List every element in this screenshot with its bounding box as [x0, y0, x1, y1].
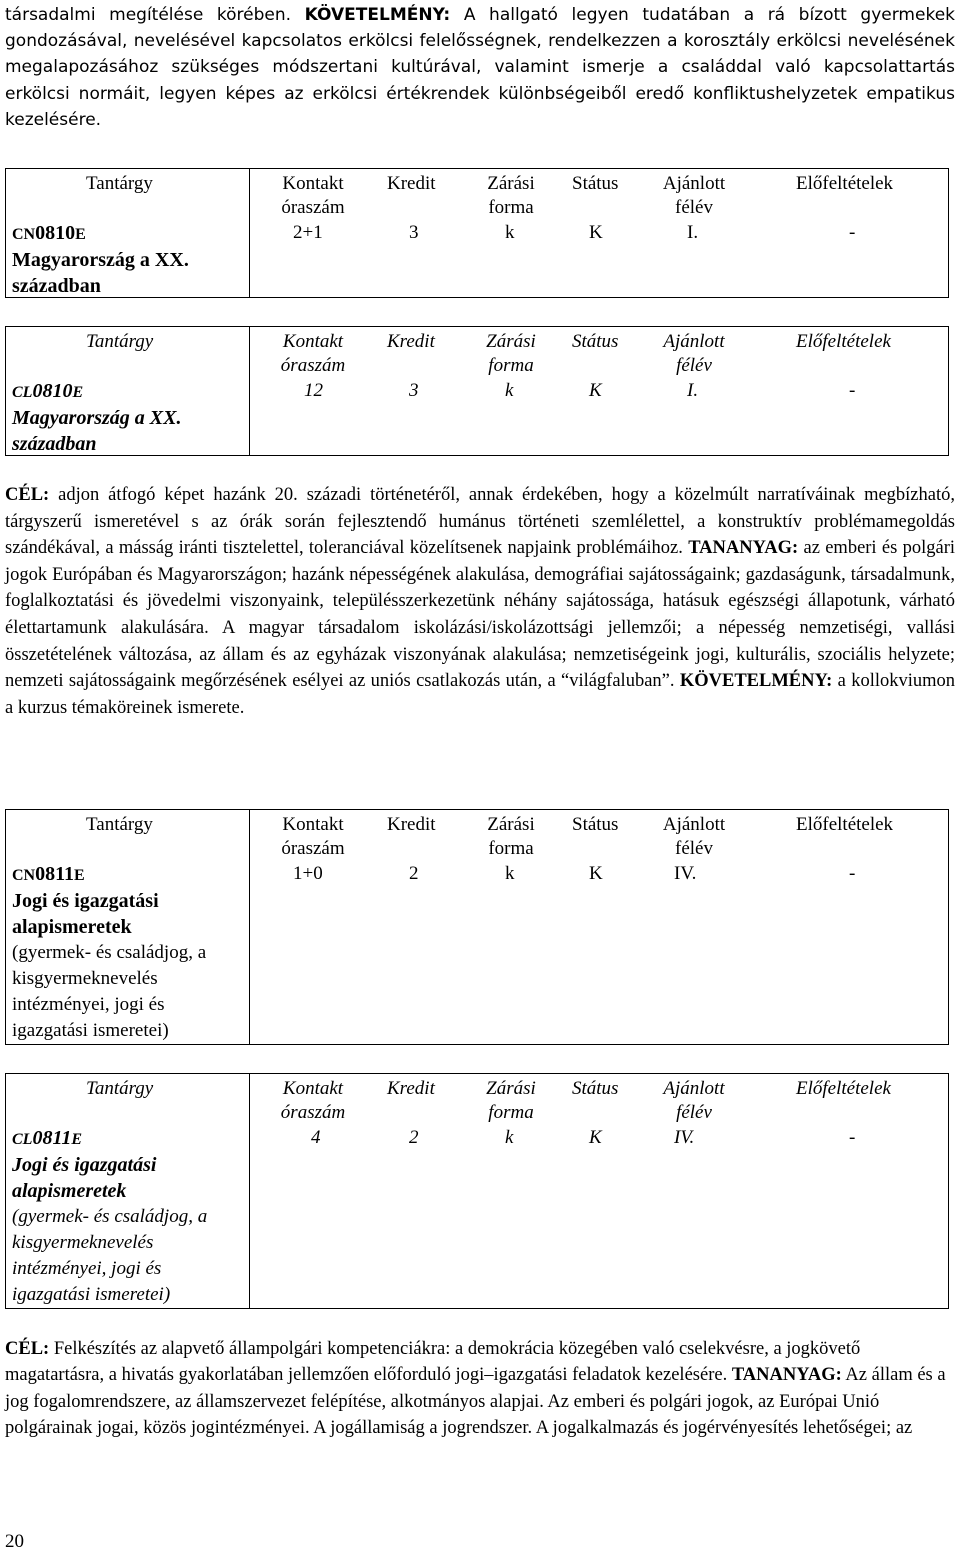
header-semester1: Ajánlott [663, 331, 725, 352]
header-exam: Zárási [487, 173, 535, 194]
code-suffix: E [71, 1131, 83, 1148]
section2-goal-label: CÉL: [5, 1339, 50, 1359]
header-subject: Tantárgy [86, 814, 153, 835]
course-name: Magyarország a XX. században [12, 407, 182, 455]
header-contact2: óraszám [280, 355, 346, 376]
header-contact2: óraszám [281, 838, 345, 859]
header-credit: Kredit [387, 173, 436, 194]
section2-paragraph [5, 1336, 953, 1442]
header-exam: Zárási [486, 1078, 536, 1099]
course-subtitle: (gyermek- és családjog, a kisgyermeknevelés intézményei, jogi és igazgatási ismeretei) [12, 942, 207, 1041]
header-contact: Kontakt [282, 1078, 344, 1099]
code-prefix: CL [12, 384, 33, 401]
section2-content-text: Az állam és a jog fogalomrendszere, az államszervezet felépítése, alkotmányos alapjai. Az emberi és polgári jogok, az Európai Unió polgárainak jogai, közös jogintézményei. A jogállamiság a jogrendszer. A jogalkalmazás és jogérvényesítés lehetőségei; az [5, 1365, 946, 1439]
header-contact-hours [268, 330, 358, 378]
header-contact-hours [268, 172, 358, 220]
column-divider [249, 327, 250, 455]
value-semester: IV. [674, 863, 697, 884]
section1-goal-label: CÉL: [5, 485, 50, 505]
value-hours: 1+0 [293, 863, 323, 884]
code-number: 0811 [32, 1127, 72, 1149]
header-semester [654, 172, 734, 220]
section1-requirement-text: a kollokviumon a kurzus témaköreinek ismerete. [5, 671, 956, 718]
header-semester1: Ajánlott [663, 1078, 725, 1099]
header-semester2: félév [675, 197, 713, 218]
value-exam: k [505, 863, 515, 884]
course-table-cn0810e [5, 168, 949, 298]
course-code [12, 379, 242, 405]
header-prereq: Előfeltételek [796, 173, 894, 194]
header-status: Státus [572, 173, 619, 194]
header-contact-hours [268, 1077, 358, 1125]
header-subject: Tantárgy [86, 1078, 154, 1099]
header-credit: Kredit [387, 814, 436, 835]
section1-content-label: TANANYAG: [688, 538, 799, 559]
header-status: Státus [572, 331, 619, 352]
header-exam: Zárási [486, 331, 536, 352]
header-exam-form [471, 330, 551, 378]
header-credit: Kredit [387, 1078, 435, 1099]
header-contact: Kontakt [282, 814, 344, 835]
value-credit: 2 [409, 863, 419, 884]
course-subtitle: (gyermek- és családjog, a kisgyermeknevelés intézményei, jogi és igazgatási ismeretei) [12, 1206, 208, 1305]
course-code [12, 221, 242, 247]
code-prefix: CN [12, 867, 36, 884]
header-semester1: Ajánlott [662, 173, 726, 194]
header-status: Státus [572, 814, 619, 835]
header-prereq: Előfeltételek [796, 1078, 891, 1099]
value-prereq: - [849, 1127, 856, 1148]
intro-requirement-label: KÖVETELMÉNY: [304, 5, 451, 25]
course-title-block [12, 221, 242, 299]
course-title-block [12, 1126, 242, 1308]
header-exam-form [471, 813, 551, 861]
code-number: 0810 [32, 380, 73, 402]
value-exam: k [505, 1127, 514, 1148]
value-credit: 3 [409, 222, 419, 243]
value-semester: I. [687, 380, 699, 401]
value-prereq: - [849, 380, 856, 401]
header-prereq: Előfeltételek [796, 814, 894, 835]
header-exam2: forma [488, 355, 534, 376]
course-title-block [12, 862, 242, 1044]
header-semester2: félév [675, 838, 713, 859]
value-status: K [589, 863, 603, 884]
value-credit: 2 [409, 1127, 419, 1148]
column-divider [249, 810, 250, 1044]
header-subject: Tantárgy [86, 331, 154, 352]
course-name: Jogi és igazgatási alapismeretek [12, 1154, 157, 1202]
header-semester [654, 1077, 734, 1125]
section2-goal-text: Felkészítés az alapvető állampolgári kompetenciákra: a demokrácia közegében való cselekvésre, a jogkövető magatartásra, a hivatás gyakorlatában jellemzően előforduló jogi–igazgatási feladatok kezelésére. [5, 1339, 861, 1386]
course-name: Magyarország a XX. században [12, 249, 189, 297]
header-prereq: Előfeltételek [796, 331, 891, 352]
code-suffix: E [74, 867, 85, 884]
header-status: Státus [572, 1078, 619, 1099]
page-number: 20 [5, 1531, 24, 1552]
header-contact2: óraszám [280, 1102, 346, 1123]
column-divider [249, 169, 250, 297]
value-hours: 12 [304, 380, 323, 401]
value-credit: 3 [409, 380, 419, 401]
header-exam: Zárási [487, 814, 535, 835]
course-table-cl0810e [5, 326, 949, 456]
value-hours: 2+1 [293, 222, 323, 243]
header-exam-form [471, 172, 551, 220]
intro-requirement-text: A hallgató legyen tudatában a rá bízott gyermekek gondozásával, nevelésével kapcsolatos erkölcsi felelősségnek, rendelkezzen a korosztály erkölcsi nevelésének megalapozásához szükséges módszertani kultúrával, valamint ismerje a családdal való kapcsolattartás erkölcsi normáit, legyen képes az erkölcsi értékrendek különbségeiből eredő konfliktushelyzetek empatikus kezelésére. [5, 5, 955, 130]
course-code [12, 1126, 242, 1152]
header-exam2: forma [488, 197, 534, 218]
value-semester: IV. [674, 1127, 695, 1148]
value-exam: k [505, 222, 515, 243]
code-suffix: E [72, 384, 84, 401]
course-title-block [12, 379, 242, 457]
section1-goal-text: adjon átfogó képet hazánk 20. századi történetéről, annak érdekében, hogy a közelmúlt narratíváinak megbízható, tárgyszerű ismeretével s az órák során fejlesztendő humánus történeti szemlélettel, a konstruktív problémamegoldás szándékával, a másság iránti tisztelettel, toleranciával közelítsenek napjaink problémáihoz. [5, 485, 955, 559]
course-name: Jogi és igazgatási alapismeretek [12, 890, 159, 938]
header-exam-form [471, 1077, 551, 1125]
value-status: K [589, 1127, 602, 1148]
course-table-cn0811e [5, 809, 949, 1045]
code-number: 0811 [35, 863, 75, 885]
header-contact: Kontakt [282, 173, 344, 194]
header-semester2: félév [676, 1102, 712, 1123]
code-prefix: CL [12, 1131, 33, 1148]
intro-paragraph [5, 2, 955, 133]
code-number: 0810 [35, 222, 76, 244]
header-semester [654, 813, 734, 861]
header-credit: Kredit [387, 331, 435, 352]
header-contact: Kontakt [282, 331, 344, 352]
course-code [12, 862, 242, 888]
value-status: K [589, 222, 603, 243]
course-table-cl0811e [5, 1073, 949, 1309]
value-prereq: - [849, 222, 856, 243]
value-hours: 4 [311, 1127, 321, 1148]
column-divider [249, 1074, 250, 1308]
code-prefix: CN [12, 226, 36, 243]
header-exam2: forma [488, 838, 534, 859]
section1-requirement-label: KÖVETELMÉNY: [679, 671, 833, 692]
header-exam2: forma [488, 1102, 534, 1123]
header-contact2: óraszám [281, 197, 345, 218]
section1-paragraph [5, 482, 955, 721]
header-subject: Tantárgy [86, 173, 153, 194]
section2-content-label: TANANYAG: [731, 1365, 842, 1386]
intro-lead: társadalmi megítélése körében. [5, 5, 292, 25]
value-status: K [589, 380, 602, 401]
value-exam: k [505, 380, 514, 401]
section1-content-text: az emberi és polgári jogok Európában és Magyarországon; hazánk népességének alakulása, demográfiai sajátosságaink; gazdaságunk, társadalmunk, foglalkoztatási és jövedelmi viszonyaink, településszerkezetünk néhány sajátossága, hatásuk egészségi állapotunk, várható élettartamunk alakulására. A magyar társadalom iskolázási/iskolázottsági jellemzői; a népesség nemzetiségi, vallási összetételének változása, az állam és az egyházak viszonyának alakulása; nemzetiségeink jogi, kulturális, szociális helyzete; nemzeti sajátosságaink megőrzésének esélyei az uniós csatlakozás után, a “világfaluban”. [5, 538, 956, 692]
value-prereq: - [849, 863, 856, 884]
value-semester: I. [687, 222, 699, 243]
header-semester2: félév [676, 355, 712, 376]
code-suffix: E [75, 226, 86, 243]
header-contact-hours [268, 813, 358, 861]
header-semester [654, 330, 734, 378]
header-semester1: Ajánlott [662, 814, 726, 835]
